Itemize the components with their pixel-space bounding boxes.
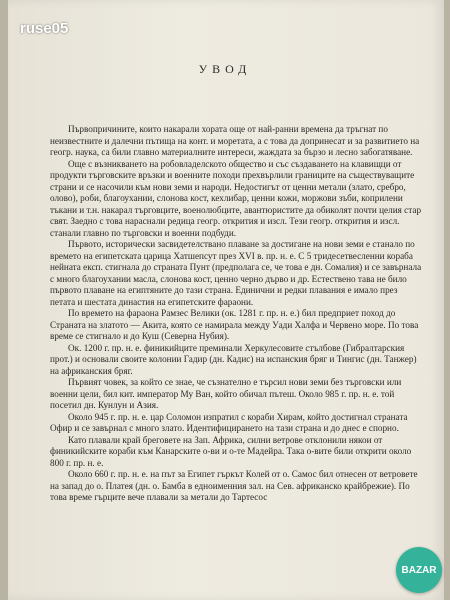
- bazar-logo: [396, 547, 442, 593]
- chapter-title: УВОД: [198, 62, 252, 76]
- paragraph: Още с възникването на робовладелското общество и със създаването на клавищци от продукти търговските връзки и военните походи прехвърлили границите на съществуващите страни и се насочили към нови земи и народи. Недостигът от ценни метали (злато, сребро, олово), роби, благоухании, слонова кост, кехлибар, ценни кожи, моржови зъби, коприлени тъкани и т.н. накарал търговците, военолюбците, авантюристите да обиколят почти целия стар свят. Заедно с това нараснали редица геогр. открития и изсл. Тези геогр. открития и изсл. станали главно по търговски и военни подбуди.: [50, 158, 422, 238]
- paragraph: Първопричините, които накарали хората още от най-ранни времена да тръгнат по неизвестните и далечни пътища на конт. и моретата, а с това да допринесат и за развитието на геогр. наука, са били главно материалните интереси, жаждата за бързо и лесно забогатяване.: [50, 124, 420, 157]
- paragraph: Първото, исторически засвидетелствано плаване за достигане на нови земи е станало по времето на египетската царица Хатшепсут през XVI в. пр. н. е. С 5 тридесетвесленни кораба нейната експ. стигнала до страната Пунт (предполага се, че това е дн. Сомалия) и се завърнала с много благоухании масла, слонова кост, ценно черно дърво и др. Естествено тава не било първото плаване на египтяните до тази страна. Единични и редки плавания е имало през петата и шестата династия на египетските фараони.: [50, 239, 422, 307]
- bazar-logo-text: BAZAR: [401, 564, 437, 576]
- paragraph: Ок. 1200 г. пр. н. е. финикийците преминали Херкулесовите стълбове (Гибралтарския прот.) и основали своите колонии Гадир (дн. Кадис) на испанския бряг и Тингис (дн. Танжер) на африканския бряг.: [50, 342, 417, 376]
- paragraph: Около 945 г. пр. н. е. цар Соломон изпратил с кораби Хирам, който достигнал страната Офир и се завърнал с много злато. Идентифицирането на тази страна и до днес е спорно.: [50, 411, 408, 433]
- watermark-text: ruse05: [20, 20, 69, 37]
- paragraph: Първият човек, за който се знае, че съзнателно е търсил нови земи без търговски или военни цели, бил кит. император Му Ван, който обичал пътеш. Около 985 г. пр. н. е. той посетил дн. Кунлун и Азия.: [50, 377, 402, 410]
- watermark: [20, 20, 68, 37]
- body-text: [50, 124, 422, 504]
- paragraph: Около 660 г. пр. н. е. на път за Египет гъркът Колей от о. Самос бил отнесен от ветровете на запад до о. Платея (дн. о. Бамба в едноименния зал. на Сев. африканско крайбрежие). По това време гърците вече плавали за метали до Тартесос: [50, 469, 418, 502]
- paragraph: По времето на фараона Рамзес Велики (ок. 1281 г. пр. н. е.) бил предприет поход до Страната на златото — Акита, която се намирала между Уади Халфа и Червено море. По това време се стигнало и до Куш (Северна Нубия).: [50, 308, 419, 341]
- paragraph: Като плавали край бреговете на Зап. Африка, силни ветрове отклонили някои от финикийските кораби към Канарските о-ви и о-те Мадейра. Така о-вите били открити около 800 г. пр. н. е.: [50, 434, 412, 468]
